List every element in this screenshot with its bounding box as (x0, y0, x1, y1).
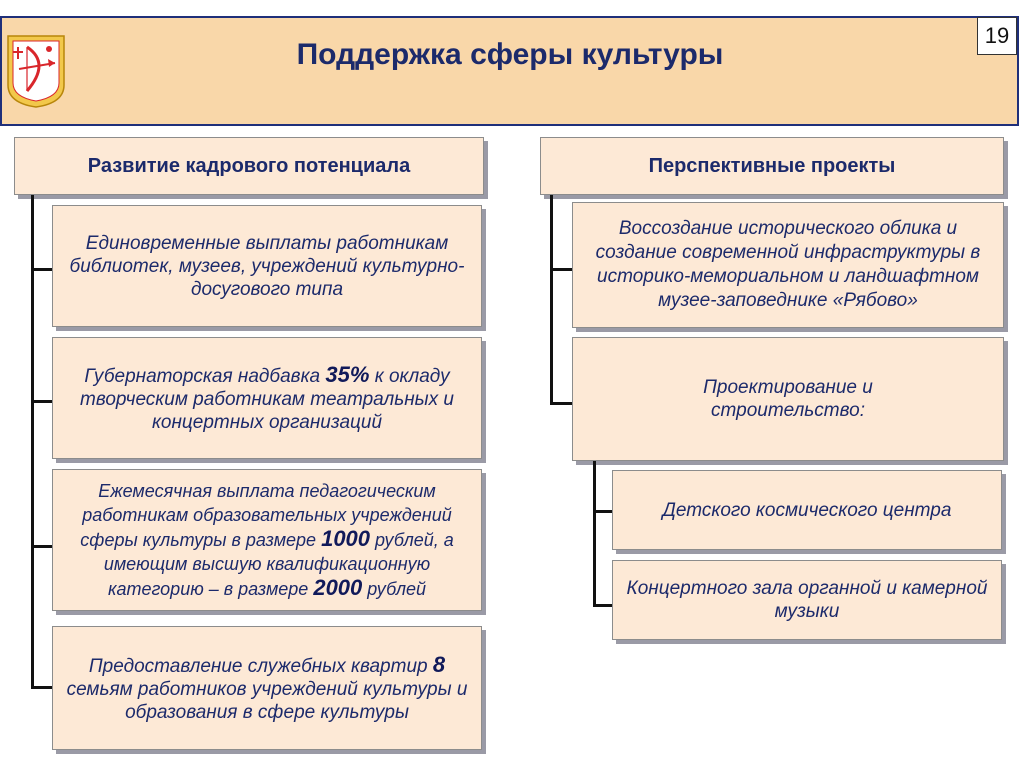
right-connector-vertical (550, 195, 553, 405)
left-item-4-text: Предоставление служебных квартир 8 семьям работников учреждений культуры и образования в сфере культуры (66, 651, 468, 723)
left-item-4 (52, 626, 482, 750)
left-item-1-text: Единовременные выплаты работникам библиотек, музеев, учреждений культурно-досугового типа (69, 232, 465, 300)
left-connector-1 (31, 268, 52, 271)
left-item-3-text: Ежемесячная выплата педагогическим работникам образовательных учреждений сферы культуры в размере 1000 рублей, а имеющим высшую квалификационную категорию – в размере 2000 рублей (80, 481, 454, 600)
sub-connector-vertical (593, 461, 596, 607)
left-item-2 (52, 337, 482, 459)
page-title: Поддержка сферы культуры (296, 38, 724, 71)
left-item-2-value: 35% (325, 361, 370, 387)
right-item-1 (572, 202, 1004, 328)
left-item-3-value-1: 1000 (321, 526, 371, 551)
coat-of-arms-icon (5, 33, 67, 109)
left-item-3 (52, 469, 482, 611)
left-item-3-value-2: 2000 (313, 575, 363, 600)
left-heading: Развитие кадрового потенциала (14, 137, 484, 195)
right-connector-2 (550, 402, 572, 405)
left-item-2-text: Губернаторская надбавка 35% к окладу творческим работникам театральных и концертных организаций (80, 361, 454, 433)
left-item-1 (52, 205, 482, 327)
sub-connector-1 (593, 510, 612, 513)
right-item-2 (572, 337, 1004, 461)
sub-connector-2 (593, 604, 612, 607)
left-item-4-value: 8 (432, 651, 446, 677)
right-item-2-text: Проектирование и строительство: (703, 377, 873, 421)
sub-item-1 (612, 470, 1002, 550)
sub-item-1-text: Детского космического центра (662, 499, 952, 521)
left-connector-2 (31, 400, 52, 403)
right-connector-1 (550, 268, 572, 271)
sub-item-2-text: Концертного зала органной и камерной музыки (626, 578, 988, 622)
right-heading: Перспективные проекты (540, 137, 1004, 195)
right-item-1-text: Воссоздание исторического облика и создание современной инфраструктуры в историко-мемориальном и ландшафтном музее-заповеднике «Рябово» (595, 218, 981, 311)
left-connector-3 (31, 545, 52, 548)
sub-item-2 (612, 560, 1002, 640)
slide-number: 19 (977, 17, 1017, 55)
left-connector-4 (31, 686, 52, 689)
